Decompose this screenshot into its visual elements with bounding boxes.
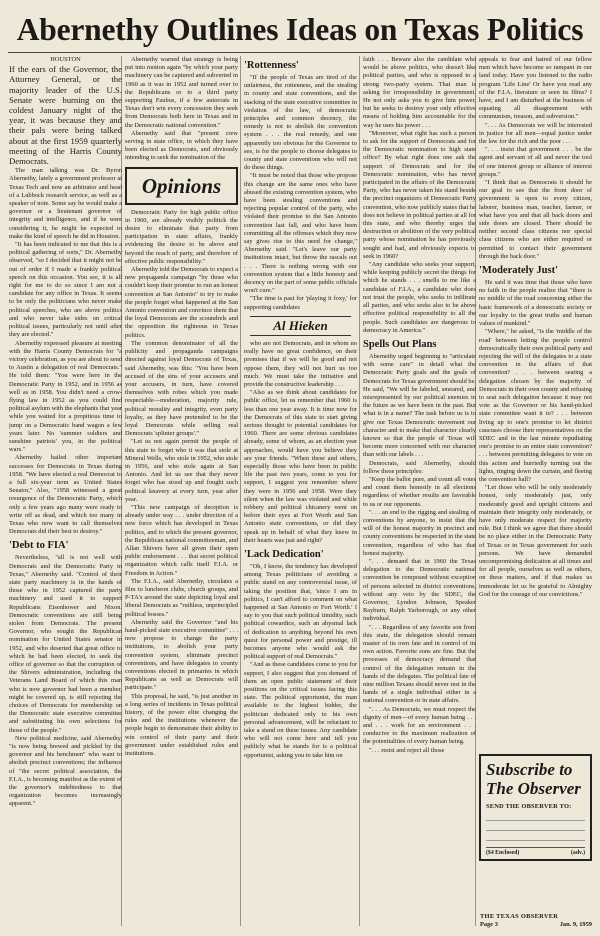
paragraph: "The time is past for 'playing it foxy,' for supporting candidates xyxy=(244,295,357,311)
paragraph: The F.I.A., said Abernethy, circulates a film to luncheon clubs, church groups, and P-TA's around the state depicting loyal and liberal Democrats as "ruthless, unprincipled political bosses." xyxy=(125,577,238,618)
subscribe-send-label: SEND THE OBSERVER TO: xyxy=(486,803,572,810)
paragraph: ". . . resist and reject all those xyxy=(369,746,445,754)
paragraph: The common denominator of all the publicity and propaganda campaigns directed against loyal Democrats of Texas, said Abernethy, was this: "You have been accused of the sins of your accusers and your accusers, in turn, have covered themselves with robes which you made respectable—moderation, majority rule, political morality and integrity, even party loyalty, as they have pretended to be the loyal Democrats while selling real Democrats 'splinter groups'." xyxy=(125,339,238,438)
paragraph: "It must be noted that those who propose this change are the same ones who have abused the existing convention system, who have been stealing conventions and rejecting popular control of the party, who violated their promise to the San Antonio convention last fall, and who have been committing all the offenses which they now say gives rise to this need for change," Abernethy said. "Let's leave our party institutions intact, but throw the rascals out . . . There is nothing wrong with our convention system that a little honesty and decency on the part of some public officials won't cure." xyxy=(244,172,357,295)
paragraph: Democratic Party for high public office in 1960, are already visibly politick the desire to eliminate that party from participation in state affairs, frankly evidencing the desire to be above and beyond the reach of party, and therefore of effective public responsibility." xyxy=(125,208,238,265)
masthead: THE TEXAS OBSERVER xyxy=(480,913,559,920)
subscribe-address-lines[interactable] xyxy=(486,811,585,848)
paragraph: Abernethy expressed pleasure at meeting with the Harris County Democrats for "a victory celebration, as you are about to send to Austin a delegation of real Democrats." He told them: "You were here in the Democratic Party in 1952, and in 1956 as well as in 1958. You didn't need a crow-flying law in 1952 as you could find political asylum with the elephants that year while you waited for a propitious time to jump on a Democratic band wagon a few years later. No 'summer soldiers and sunshine patriots' you, in the political wars." xyxy=(9,339,122,454)
paragraph: ". . . As Democrats, we must respect the dignity of men—of every human being . . . and . . . work for an environment . . . conducive to the maximum realization of the potentialities of every human being. xyxy=(363,705,476,746)
paragraph: appeals to fear and hatred of our fellow men which have become so rampant in our land today. Have you listened to the radio program 'Life Line' Or have you read any of the F.I.A. literature or seen its films? I have, and I am disturbed at the business of equating all disagreement with communism, treason, and subversion." xyxy=(479,56,592,121)
byline-box: Al Hieken xyxy=(250,316,351,336)
subscribe-title: Subscribe to The Observer xyxy=(486,760,581,798)
opinions-box: Opinions xyxy=(125,167,238,205)
column-5 xyxy=(479,56,592,744)
subheading: 'Lack Dedication' xyxy=(244,548,324,560)
paragraph: faith . . . Beware also the candidate who would be above politics, who doesn't like political parties, and who is opposed to a strong two-party system. That man is asking for irresponsibility in government. He not only asks you to give him power, but he seeks to destroy your only effective means of holding him accountable for the way he uses his power . . . xyxy=(363,56,476,129)
column-1 xyxy=(9,56,122,926)
paragraph: ". . . insist that government . . . be the agent and servant of all and never the tool of one interest group or alliance of interest groups." xyxy=(479,146,592,178)
paragraph: "This new campaign of deception is already under way . . . under direction of a new force which has developed in Texas politics, and to which the present governor, the Republican national committeeman, and Allan Shivers have all given their open public endorsement . . . that secret political organization which calls itself F.I.A. or Freedom in Action." xyxy=(125,503,238,577)
subscribe-adv: (adv.) xyxy=(570,850,585,856)
paragraph: "Let us not again permit the people of this state to forget who it was that stole at Mineral Wells, who stole in 1952, who stole in 1956, and who stole again at San Antonio. And let us see that they never forget who has stood up and fought such political knavery at every turn, year after year. xyxy=(125,438,238,503)
paragraph: Abernethy urged beginning to "articulate with some care" in detail what the Democratic Party goals and the goals of Democrats for Texas government should be. He said, "We will be labeled, smeared, and misrepresented by our political enemies in the future as we have been in the past. But what is in a name? The task before us is to give our Texas Democratic movement our character and to make that character clearly known so that the people of Texas will become more concerned with our character than with our labels . . . xyxy=(363,352,476,459)
paragraph: "It has been indicated to me that this is a political gathering of sorts," Dr. Abernethy observed, "so I decided that it might not be out of order if I made a frankly political speech on this occasion. You see, it is all right for me to do so since I am not a candidate for any office in Texas. It seems to be only the politicians who never make political speeches, who are above politics and who never take sides on critical political issues, particularly not until after they are elected." xyxy=(9,241,122,339)
subheading: Spells Out Plans xyxy=(363,338,437,350)
subheading: 'Moderately Just' xyxy=(479,265,559,277)
paragraph: "And as these candidates come to you for support, I also suggest that you demand of them an open public statement of their positions on the critical issues facing this state. The political opportunist, the man available to the highest bidder, the politician dedicated only to his own personal advancement, will be reluctant to take a stand on these issues. Any candidate who will not come here and tell you publicly what he stands for is a political opportunist, asking you to take him on xyxy=(244,661,357,759)
page-number: Page 3 xyxy=(480,921,498,928)
paragraph: "Moreover, what right has such a person to ask for the support of Democrats and for the Democratic nomination to high state office? By what right does one ask the support of Democrats and for the Democratic nomination, who has never participated in the affairs of the Democratic Party, who has never taken his stand beside the precinct organizers of Democratic Party convention, who now publicly states that he does not believe in political parties at all for this state, and who thereby urges the destruction or abolition of the very political party whose nomination he has previously sought and had, and obviously expects to seek in 1960? xyxy=(363,129,476,260)
paragraph: This proposal, he said, "is just another in a long series of incidents in Texas political history, of the power elite changing the rules and the institutions whenever the people begin to demonstrate their ability to win control of their party and their government under established rules and institutions. xyxy=(125,692,238,758)
headline-rule xyxy=(8,52,592,53)
lead-paragraph: If the ears of the Governor, the Attorney General, or the majority leader of the U.S. Senate were burning on the coldest January night of the year, it was because they and their pals were being talked about at the first 1959 quarterly meeting of the Harris County Democrats. xyxy=(9,64,122,167)
headline: Abernethy Outlines Ideas on Texas Politics xyxy=(16,12,584,47)
subscribe-box-wrap xyxy=(479,748,592,865)
subscribe-enclosed: ($4 Enclosed) xyxy=(486,850,520,856)
subscribe-box[interactable] xyxy=(479,754,592,861)
paragraph: "Keep the ballot pure, and count all votes and count them honestly in all elections regardless of whether results are favorable to us or our opponents. xyxy=(363,475,476,508)
paragraph: "Oh, I know, the tendency has developed among Texas politicians of avoiding a public stand on any controversial issue, of taking the position that, 'since I am in politics, I can't afford to comment on what happened at San Antonio or Fort Worth.' I say to you that such political timidity, such political cowardice, such an abysmal lack of dedication to anything beyond his own quest for personal power and prestige, ill becomes anyone who would ask the political support of real Democrats." xyxy=(244,562,357,661)
paragraph: The man talking was Dr. Byron Abernethy, lately a government professor at Texas Tech and now an arbitrator and head of a Lubbock research service, as well as a speaker of note. Some say he would make a governor or a lieutenant governor of integrity and intelligence, and if he were considering it, he might be expected to make the kind of speech he did in Houston. xyxy=(9,167,122,240)
paragraph: "If the people of Texas are tired of the unfairness, the rottenness, and the stealing in county and state conventions, and the stacking of the state executive committee in violation of the law, of democratic principles and common decency, the remedy is not to abolish the convention system . . . the real remedy, and one apparently too obvious for the Governor to see, is for the people to choose delegates to county and state conventions who will not do these things. xyxy=(244,74,357,172)
paragraph: ". . . demand that in 1960 the Texas delegation to the Democratic national convention be composed without exception of persons selected in district conventions, without any veto by the SDEC, the Governor, Lyndon Johnson, Speaker Rayburn, Ralph Yarborough, or any other individual. xyxy=(363,557,476,623)
column-divider xyxy=(359,56,360,926)
column-4 xyxy=(363,56,476,926)
paragraph: "Any candidate who seeks your support, while keeping publicly secret the things for which he stands . . . smells to me like a candidate of F.I.A., a candidate who does not trust the people, who seeks to infiltrate all parties, and who seeks also to be above effective political responsibility to all the people. Such candidates are dangerous to democracy in America." xyxy=(363,261,476,334)
paragraph: Abernethy warned that strategy is being put into motion again "by which your party machinery can be captured and subverted in 1960 as it was in 1952 and turned over to the Republicans or to a third party supporting Faubus, if a few autocrats in Texas don't win every concession they seek from Democrats both here in Texas and in the Democratic national convention." xyxy=(125,56,238,129)
paragraph: Abernethy said the Governor "and his hand-picked state executive committee" . . . now propose to change the party institutions, to abolish your party convention system, eliminate precinct conventions, and have delegates to county conventions elected in primaries in which Republicans as well as Democrats will participate." xyxy=(125,618,238,692)
paragraph: "Also as we think about candidates for public office, let us remember that 1960 is less than one year away. It is time now for the Democrats of this state to start giving serious thought to potential candidates for 1960. There are some obvious candidates already, some of whom, as an election year approaches, would have you believe they are your friends. "When these and others, especially those who have been in public life the past two years, come to you for support, I suggest you remember where they were in 1956 and 1958. Were they silent when the law was violated and while robbery and political chicanery went on before their eyes at Fort Worth and San Antonio state conventions, or did they speak up in behalf of what they knew in their hearts was just and right? xyxy=(244,389,357,544)
paragraph: New political medicine, said Abernethy, "is now being brewed and pickled by the governor and his henchmen" who want to abolish precinct conventions; the influence of "the secret political association, the F.I.A., is becoming manifest as the extent of the governor's indebtedness to that organization becomes increasingly apparent." xyxy=(9,734,122,808)
paragraph: Abernethy hailed other important successes for Democrats in Texas during 1958. "We have elected a real Democrat to a full six-year term as United States Senator," Also, "1958 witnessed a great resurgence of the Democratic Party, which only a few years ago many were ready to write off as dead, and which too many in Texas who now want to call themselves Democrats did their best to destroy." xyxy=(9,454,122,536)
page-footer xyxy=(480,913,592,929)
column-2 xyxy=(125,56,238,926)
dateline: HOUSTON xyxy=(50,56,81,63)
paragraph: Abernethy said that "present crew serving in state office, in which they have been elected as Democrats, and obviously intending to seek the nomination of the xyxy=(125,129,238,162)
paragraph: who are not Democrats, and in whom no really have no great confidence, on their promises that if we will be good and not oppose them, they will not hurt us too much. We must take the initiative and provide the constructive leadership . . . xyxy=(244,339,357,388)
paragraph: ". . . As Democrats we will be interested in justice for all men—equal justice under the law for the rich and the poor . . . xyxy=(479,121,592,146)
paragraph: "Where," he asked, "is the 'middle of the road' between letting the people control democratically their own political party and rejecting the will of the delegates to a state convention in the affairs of that convention? . . . between seating a delegation chosen by the majority of Democrats in their own county and refusing to seat such delegation because it may not vote as the Governor or his hand-picked state committee want it to? . . . between living up to one's promise to let district caucuses choose their representatives on the SDEC and in the last minute repudiating one's promise to an entire state convention? . . . between permitting delegates to vote on this action and hurriedly turning out the lights, ringing down the curtain, and fleeing the convention hall? xyxy=(479,328,592,483)
paragraph: Abernethy told the Democrats to expect a new propaganda campaign "by those who couldn't keep their promise to run an honest convention at San Antonio" to try to make the people forget what happened at the San Antonio convention and convince them that the loyal Democrats are the scoundrels and the opposition the righteous in Texas politics. xyxy=(125,266,238,339)
paragraph: "Let those who will be only moderately honest, only moderately just, only moderately good and upright citizens and maintain their integrity only moderately, or have only moderate respect for majority rule. But I think we agree that there should be no place either in the Democratic Party of Texas or in Texas government for such persons. We have demanded uncompromising dedication at all times and for all people, ourselves as well as others, on these matters, and if that makes us immoderate let us be grateful to Almighty God for the courage of our convictions." xyxy=(479,484,592,598)
paragraph: ". . . an end to the rigging and stealing of conventions by anyone, to insist that the will of the honest majority in precinct and county conventions be respected in the state convention, regardless of who has that honest majority. xyxy=(363,508,476,557)
subheading: 'Rottenness' xyxy=(244,60,299,71)
column-divider xyxy=(240,56,241,926)
paragraph: Democrats, said Abernethy, should follow these principles: xyxy=(363,459,476,475)
paragraph: ". . . Regardless of any favorite son from this state, the delegation should remain master of its own fate and in control of its own action. Favorite sons are fine. But the processes of democracy demand that control of the delegation remain in the hands of the delegates. The political fate of nine million Texans should never rest in the hands of a single individual either in a national convention or in state affairs. xyxy=(363,623,476,705)
subheading: 'Debt to FIA' xyxy=(9,540,69,552)
issue-date: Jan. 9, 1959 xyxy=(559,921,592,928)
column-3 xyxy=(244,56,357,926)
paragraph: He said it was time that those who have no faith in the people realize that "there is no middle of the road concerning either the basic framework of a democratic society or our loyalty to the great truths and human values of mankind." xyxy=(479,279,592,328)
paragraph: Nevertheless, "all is not well with Democrats and the Democratic Party in Texas," Abernethy said. "Control of their state party machinery is in the hands of those who in 1952 captured the party machinery and used it to support Republicans Eisenhower and Nixon. Democratic conventions are still being stolen from Democrats. The present Governor, who sought the Republican nomination for United States senator in 1952, and who deserted that great office to which he had been elected, to seek the office of governor so that the corruption of the Shivers administration, including the Veterans Land Board of which this man who is now governor had been a member, might be covered up, is still rejecting the choices of Democrats for membership on the Democratic state executive committee and substituting his own selections for those of the people." xyxy=(9,554,122,734)
paragraph: "I think that as Democrats it should be our goal to see that the front door of government is open to every citizen, laborer, business man, teacher, farmer, or what have you and that all back doors and side doors are closed. There should be neither second class citizens nor special class citizens who are either required or permitted to contact their government through the back door." xyxy=(479,179,592,260)
